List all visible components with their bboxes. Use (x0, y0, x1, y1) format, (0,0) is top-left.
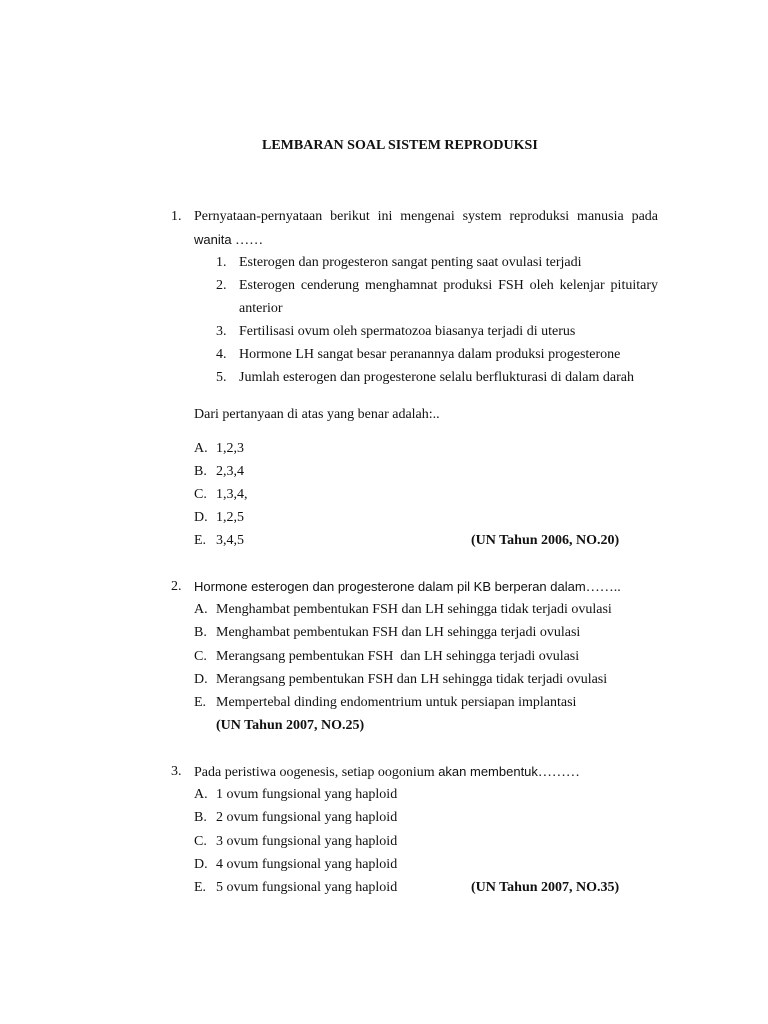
option-text: Merangsang pembentukan FSH dan LH sehingga tidak terjadi ovulasi (216, 672, 608, 687)
option-letter: B. (194, 464, 207, 479)
option-letter: E. (194, 880, 207, 895)
question-1-stem-line2 (194, 231, 263, 250)
statement-number: 3. (216, 324, 227, 339)
option-text: 1,2,3 (216, 441, 244, 456)
question-3-stem (194, 763, 580, 782)
question-2-stem-dots: …….. (585, 580, 621, 595)
option-text: 4 ovum fungsional yang haploid (216, 857, 398, 872)
statement-number: 2. (216, 278, 227, 293)
statement-text: Esterogen cenderung menghamnat produksi FSH oleh kelenjar pituitary (239, 278, 658, 293)
question-1-stem-word: wanita (194, 232, 232, 247)
option-letter: C. (194, 834, 207, 849)
option-letter: A. (194, 787, 208, 802)
statement-text-continued: anterior (239, 301, 283, 316)
question-3-stem-text: Pada peristiwa oogenesis, setiap oogonium (194, 765, 435, 780)
option-text: 3 ovum fungsional yang haploid (216, 834, 398, 849)
question-3-stem-text-sans: akan membentuk (438, 764, 538, 779)
option-text: 5 ovum fungsional yang haploid (216, 880, 398, 895)
statement-text: Jumlah esterogen dan progesterone selalu berflukturasi di dalam darah (239, 370, 634, 385)
question-2-stem-text: Hormone esterogen dan progesterone dalam pil KB berperan dalam (194, 579, 586, 594)
question-1-prompt: Dari pertanyaan di atas yang benar adalah:.. (194, 407, 440, 422)
question-1-stem-dots: …… (235, 233, 264, 248)
option-text: 2 ovum fungsional yang haploid (216, 810, 398, 825)
question-3-number: 3. (171, 764, 182, 779)
option-text: 2,3,4 (216, 464, 244, 479)
statement-text: Fertilisasi ovum oleh spermatozoa biasanya terjadi di uterus (239, 324, 576, 339)
option-letter: D. (194, 510, 208, 525)
statement-text: Hormone LH sangat besar peranannyа dalam produksi progesterone (239, 347, 621, 362)
page-title: LEMBARAN SOAL SISTEM REPRODUKSI (262, 138, 538, 153)
option-text: 1,2,5 (216, 510, 244, 525)
question-3-source: (UN Tahun 2007, NO.35) (471, 880, 620, 895)
option-letter: E. (194, 533, 207, 548)
option-letter: C. (194, 487, 207, 502)
option-letter: B. (194, 810, 207, 825)
option-text: 1 ovum fungsional yang haploid (216, 787, 398, 802)
question-2-source: (UN Tahun 2007, NO.25) (216, 718, 365, 733)
question-3-stem-dots: ……… (537, 765, 580, 780)
option-letter: A. (194, 441, 208, 456)
option-text: Menghambat pembentukan FSH dan LH sehingga tidak terjadi ovulasi (216, 602, 612, 617)
option-text: 3,4,5 (216, 533, 244, 548)
question-1-stem-line1: Pernyataan-pernyataan berikut ini mengenai system reproduksi manusia pada (194, 209, 658, 224)
statement-number: 4. (216, 347, 227, 362)
statement-number: 1. (216, 255, 227, 270)
option-letter: C. (194, 649, 207, 664)
option-text: Mempertebal dinding endomentrium untuk persiapan implantasi (216, 695, 577, 710)
statement-number: 5. (216, 370, 227, 385)
option-text: Merangsang pembentukan FSH dan LH sehingga terjadi ovulasi (216, 649, 580, 664)
question-2-number: 2. (171, 579, 182, 594)
option-letter: D. (194, 672, 208, 687)
option-text: 1,3,4, (216, 487, 248, 502)
option-letter: D. (194, 857, 208, 872)
option-letter: E. (194, 695, 207, 710)
option-text: Menghambat pembentukan FSH dan LH sehingga terjadi ovulasi (216, 625, 581, 640)
question-2-stem (194, 578, 621, 597)
option-letter: A. (194, 602, 208, 617)
question-1-number: 1. (171, 209, 182, 224)
statement-text: Esterogen dan progesteron sangat penting saat ovulasi terjadi (239, 255, 582, 270)
option-letter: B. (194, 625, 207, 640)
question-1-source: (UN Tahun 2006, NO.20) (471, 533, 620, 548)
